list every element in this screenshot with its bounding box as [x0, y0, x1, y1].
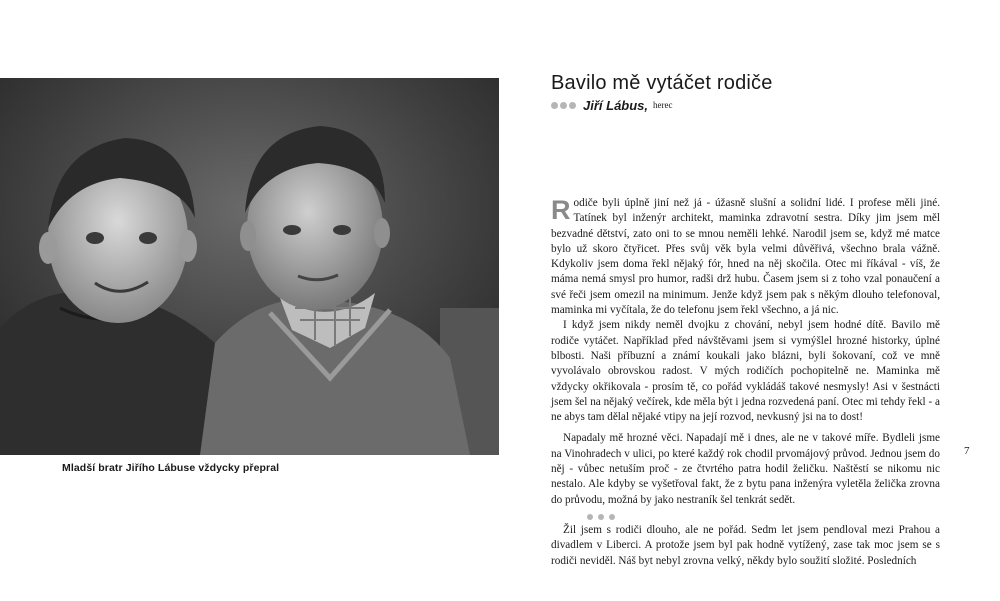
bullet-dot-icon	[609, 514, 615, 520]
article-body	[551, 196, 940, 569]
photo-two-boys	[0, 78, 499, 455]
bullet-dot-icon	[587, 514, 593, 520]
bullet-dot-icon	[551, 102, 558, 109]
paragraph-2: I když jsem nikdy neměl dvojku z chování, nebyl jsem hodné dítě. Bavilo mě rodiče vytáčet. Například před návštěvami jsem si vymýšlel hrozné historky, úplné blbosti. Naši příbuzní a známí koukali jako blázni, byli šokovaní, což ve mně vyvolávalo obrovskou radost. V mých rodičích pochopitelně ne. Maminka mě vždycky okřikovala - prosím tě, co pořád vykládáš takové nesmysly! Asi v šestnácti jsem šel na nějaký večírek, kde měla být i jedna rozvedená paní. Otec mi tehdy řekl - a ne abys tam dělal nějaké vtipy na její rozvod, nevkusný jsi na to dost!	[551, 319, 940, 424]
paragraph-4: Žil jsem s rodiči dlouho, ale ne pořád. Sedm let jsem pendloval mezi Prahou a divadlem v Liberci. A protože jsem byl pak hodně vytížený, zase tak moc jsem se s rodiči neviděl. Náš byt nebyl zrovna velký, někdy bylo soužití složité. Posledních	[551, 523, 940, 567]
drop-cap: R	[551, 195, 571, 225]
paragraph-1	[551, 196, 940, 318]
bullet-dot-icon	[569, 102, 576, 109]
paragraph-3: Napadaly mě hrozné věci. Napadají mě i dnes, ale ne v takové míře. Bydleli jsme na Vinohradech v ulici, po které každý rok chodil prvomájový průvod. Jednou jsem do něj - vůbec netuším proč - ze čtvrtého patra hodil želičku. Naštěstí se nikomu nic nestalo. Ale kdyby se vyšetřoval fakt, že z bytu pana inženýra vyletěla želička zrovna do průvodu, možná by jako nestraník šel tenkrát sedět.	[551, 432, 940, 506]
section-separator	[551, 510, 940, 522]
page-number: 7	[964, 445, 970, 457]
photo-illustration	[0, 78, 499, 455]
paragraph-1-text: odiče byli úplně jiní než já - úžasně slušní a solidní lidé. I profese měli jiné. Tatínek byl inženýr architekt, maminka zdravotní sestra. Díky jim jsem měl bezvadné dětství, zato oni to se mnou neměli lehké. Narodil jsem se, když mé matce bylo už skoro čtyřicet. Přes svůj věk byla velmi důvěřivá, všechno brala vážně. Kdykoliv jsem doma řekl nějaký fór, hned na něj skočila. Otec mi říkával - víš, že máma nemá smysl pro humor, radši drž hubu. Časem jsem si z toho vzal ponaučení a své řeči jsem omezil na minimum. Jenže když jsem pak s někým dlouho telefonoval, maminka mi vyčítala, že do telefonu jsem řekl všechno, a já nic.	[551, 197, 940, 317]
author-name: Jiří Lábus,	[583, 97, 649, 113]
photo-caption: Mladší bratr Jiřího Lábuse vždycky přepral	[62, 462, 280, 474]
byline	[551, 97, 673, 113]
bullet-dot-icon	[560, 102, 567, 109]
author-role: herec	[653, 100, 673, 110]
bullet-dot-icon	[598, 514, 604, 520]
article-title: Bavilo mě vytáčet rodiče	[551, 72, 773, 94]
